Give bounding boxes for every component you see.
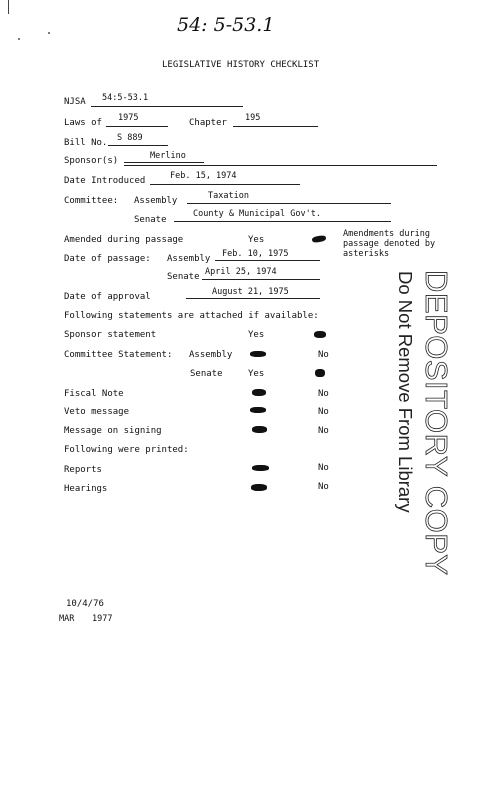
reports-yes-redaction (252, 465, 269, 471)
committee-assembly-underline (187, 203, 391, 204)
committee-statement-senate-label: Senate (190, 369, 223, 379)
signing-message-label: Message on signing (64, 426, 162, 436)
statements-heading: Following statements are attached if available: (64, 311, 319, 321)
date-introduced-label: Date Introduced (64, 176, 146, 186)
passage-assembly-label: Assembly (167, 254, 211, 264)
reports-label: Reports (64, 465, 102, 475)
bill-no-value: S 889 (117, 133, 143, 143)
approval-label: Date of approval (64, 292, 151, 302)
hearings-yes-redaction (251, 484, 267, 491)
date-introduced-underline (150, 184, 300, 185)
footer-year: 1977 (92, 614, 113, 624)
speck (48, 32, 50, 34)
committee-senate-underline (174, 221, 391, 222)
chapter-value: 195 (245, 113, 261, 123)
footer-date: 10/4/76 (66, 599, 104, 609)
committee-statement-assembly-no: No (318, 350, 329, 360)
amended-note-3: asterisks (343, 249, 390, 259)
margin-tick (8, 0, 9, 14)
signing-message-no: No (318, 426, 329, 436)
amended-note-1: Amendments during (343, 229, 430, 239)
sponsor-statement-yes: Yes (248, 330, 265, 340)
njsa-label: NJSA (64, 97, 86, 107)
laws-of-value: 1975 (118, 113, 139, 123)
passage-label: Date of passage: (64, 254, 151, 264)
sponsor-underline-1 (124, 162, 204, 163)
fiscal-note-label: Fiscal Note (64, 389, 124, 399)
sponsor-value: Merlino (150, 151, 186, 161)
laws-of-underline (106, 126, 168, 127)
committee-statement-senate-yes: Yes (248, 369, 265, 379)
hearings-no: No (318, 482, 329, 492)
committee-statement-assembly-label: Assembly (189, 350, 233, 360)
bill-no-underline (108, 145, 168, 146)
bill-no-label: Bill No. (64, 138, 108, 148)
handwritten-number: 54: 5-53.1 (177, 14, 275, 36)
veto-message-no: No (318, 407, 329, 417)
printed-heading: Following were printed: (64, 445, 189, 455)
committee-label: Committee: (64, 196, 119, 206)
hearings-label: Hearings (64, 484, 108, 494)
amended-note-2: passage denoted by (343, 239, 436, 249)
passage-assembly-value: Feb. 10, 1975 (222, 249, 289, 259)
laws-of-label: Laws of (64, 118, 102, 128)
approval-value: August 21, 1975 (212, 287, 289, 297)
njsa-value: 54:5-53.1 (102, 93, 149, 103)
chapter-underline (233, 126, 318, 127)
fiscal-note-no: No (318, 389, 329, 399)
amended-no-redaction (312, 235, 327, 243)
sponsor-label: Sponsor(s) (64, 156, 119, 166)
amended-label: Amended during passage (64, 235, 184, 245)
veto-yes-redaction (250, 407, 266, 413)
passage-senate-label: Senate (167, 272, 200, 282)
signing-yes-redaction (252, 426, 267, 433)
depository-copy-stamp: DEPOSITORY COPY (419, 270, 454, 576)
sponsor-underline-2 (124, 165, 437, 166)
committee-statement-label: Committee Statement: (64, 350, 173, 360)
committee-assembly-value: Taxation (208, 191, 249, 201)
amended-yes: Yes (248, 235, 265, 245)
veto-message-label: Veto message (64, 407, 130, 417)
passage-senate-value: April 25, 1974 (205, 267, 277, 277)
sponsor-statement-no-redaction (314, 331, 326, 338)
njsa-underline (91, 106, 243, 107)
date-introduced-value: Feb. 15, 1974 (170, 171, 237, 181)
do-not-remove-stamp: Do Not Remove From Library (395, 271, 416, 513)
committee-senate-no-redaction (315, 369, 325, 377)
committee-senate-label: Senate (134, 215, 167, 225)
fiscal-yes-redaction (252, 389, 266, 396)
passage-senate-underline (202, 279, 320, 280)
approval-underline (186, 298, 320, 299)
reports-no: No (318, 463, 329, 473)
footer-mar: MAR (59, 614, 75, 624)
committee-assembly-label: Assembly (134, 196, 178, 206)
committee-assembly-yes-redaction (250, 351, 266, 357)
sponsor-statement-label: Sponsor statement (64, 330, 157, 340)
chapter-label: Chapter (189, 118, 227, 128)
committee-senate-value: County & Municipal Gov't. (193, 209, 321, 219)
page-title: LEGISLATIVE HISTORY CHECKLIST (162, 60, 320, 70)
passage-assembly-underline (215, 260, 320, 261)
speck (18, 38, 20, 40)
